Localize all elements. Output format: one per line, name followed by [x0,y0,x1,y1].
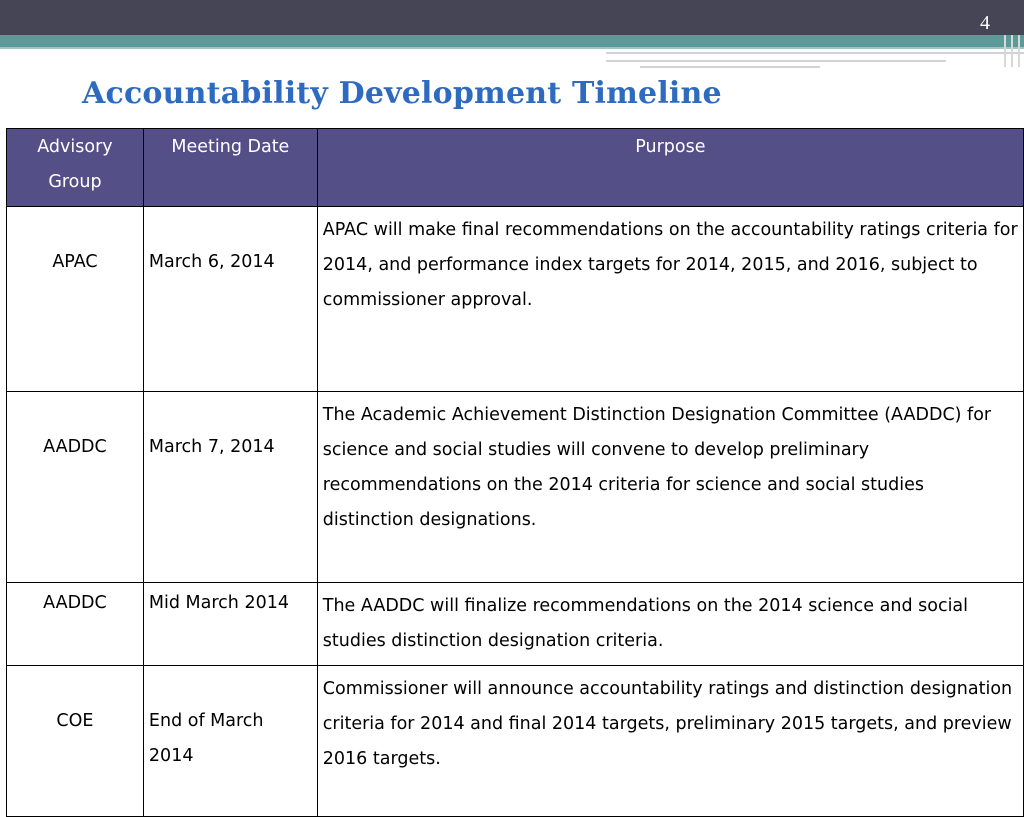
table-row [7,583,1024,666]
cell-purpose: The AADDC will finalize recommendations on the 2014 science and social studies distinction designation criteria. [317,583,1023,666]
teal-thin-line [0,47,1024,49]
decorative-line [606,60,946,62]
decorative-line [640,66,820,68]
decorative-vertical-line [1018,35,1020,67]
slide-number: 4 [980,12,990,34]
decorative-line [606,52,1024,54]
table-row [7,666,1024,817]
cell-advisory-group: AADDC [7,583,144,666]
table-row [7,392,1024,583]
header-purpose: Purpose [317,129,1023,207]
timeline-table [6,128,1024,817]
header-advisory-group: Advisory Group [7,129,144,207]
teal-decorative-band [0,35,1024,47]
top-decorative-band [0,0,1024,35]
cell-meeting-date: March 7, 2014 [143,392,317,583]
cell-purpose: APAC will make final recommendations on the accountability ratings criteria for 2014, and performance index targets for 2014, 2015, and 2016, subject to commissioner approval. [317,207,1023,392]
cell-purpose: Commissioner will announce accountability ratings and distinction designation criteria for 2014 and final 2014 targets, preliminary 2015 targets, and preview 2016 targets. [317,666,1023,817]
cell-meeting-date: End of March 2014 [143,666,317,817]
table-row [7,207,1024,392]
header-meeting-date: Meeting Date [143,129,317,207]
decorative-vertical-line [1011,35,1013,67]
cell-meeting-date: Mid March 2014 [143,583,317,666]
cell-advisory-group: AADDC [7,392,144,583]
cell-purpose: The Academic Achievement Distinction Designation Committee (AADDC) for science and social studies will convene to develop preliminary recommendations on the 2014 criteria for science and social studies distinction designations. [317,392,1023,583]
cell-advisory-group: APAC [7,207,144,392]
decorative-vertical-line [1004,35,1006,67]
cell-advisory-group: COE [7,666,144,817]
slide-title: Accountability Development Timeline [82,76,722,111]
table-header-row [7,129,1024,207]
cell-meeting-date: March 6, 2014 [143,207,317,392]
